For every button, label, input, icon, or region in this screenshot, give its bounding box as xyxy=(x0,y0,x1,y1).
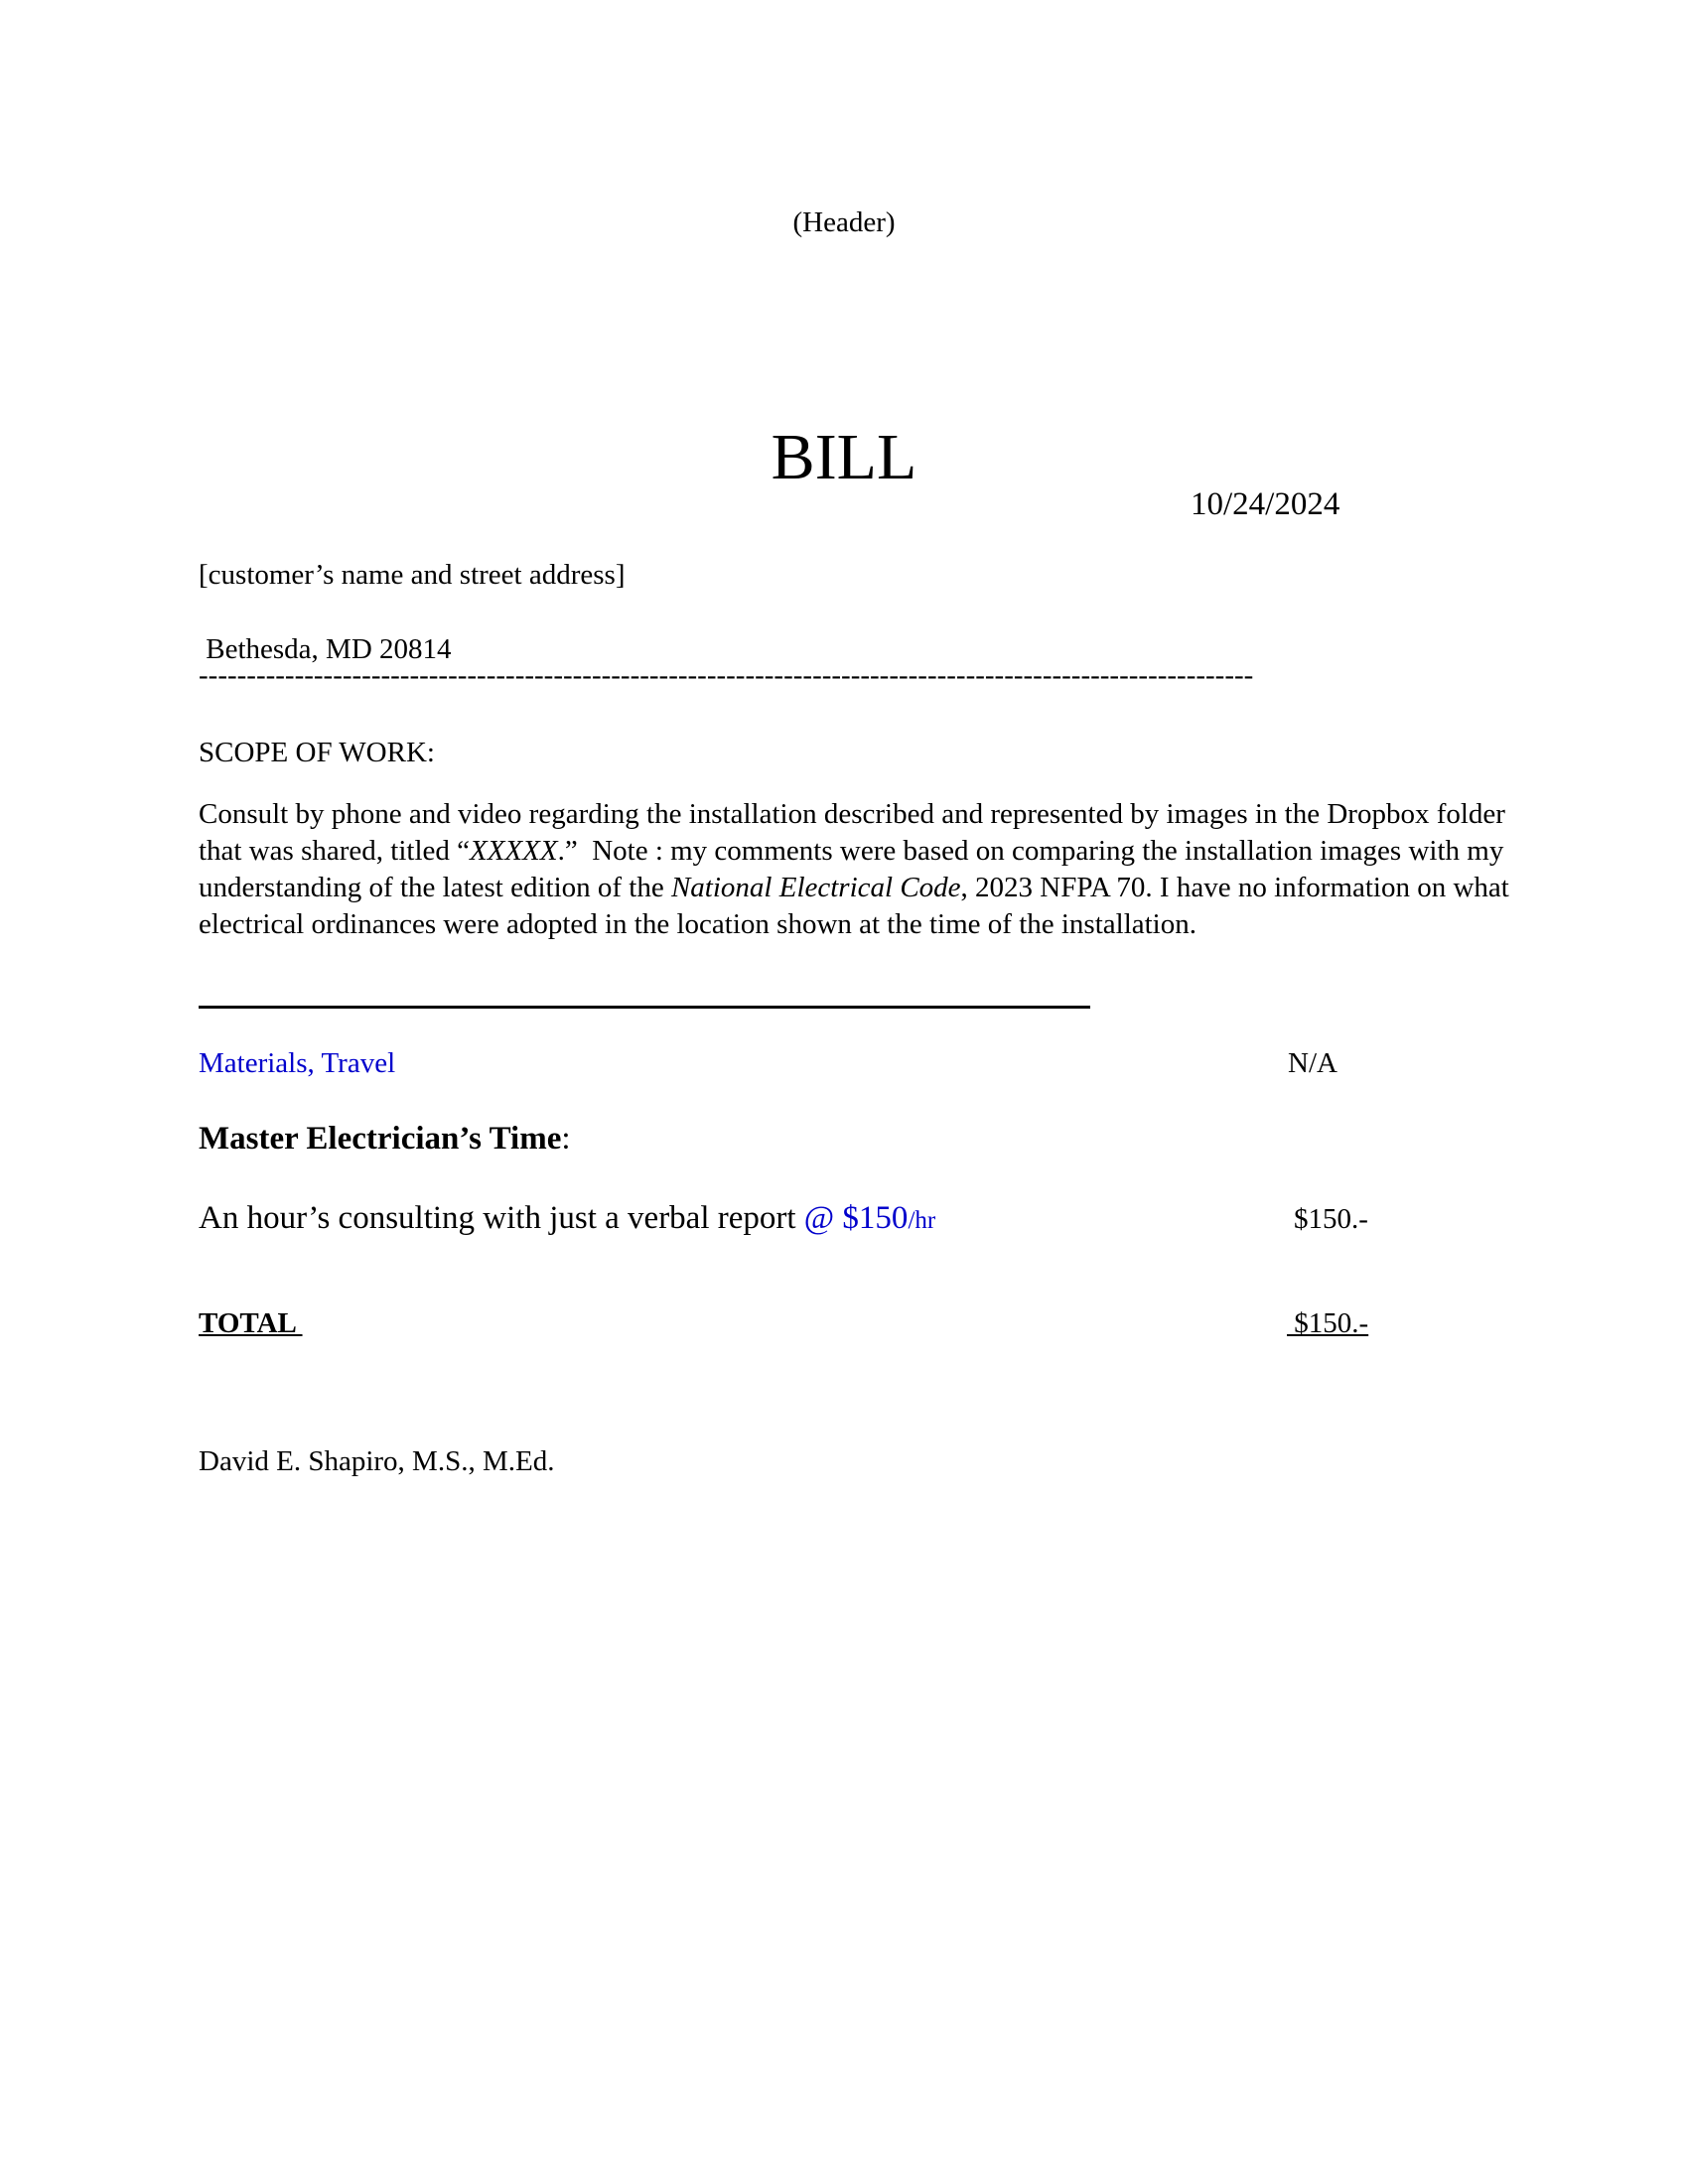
header-placeholder: (Header) xyxy=(792,206,896,238)
total-label: TOTAL xyxy=(199,1307,303,1339)
customer-city-line: Bethesda, MD 20814 xyxy=(199,633,452,665)
consulting-rate: @ $150 xyxy=(803,1200,909,1236)
consulting-line-item xyxy=(199,1198,935,1241)
section-divider-line xyxy=(199,1006,1090,1009)
materials-travel-value: N/A xyxy=(1288,1047,1337,1079)
consulting-description: An hour’s consulting with just a verbal report xyxy=(199,1200,804,1236)
customer-address-placeholder: [customer’s name and street address] xyxy=(199,559,626,591)
dashed-separator: -------------------------------------------------------------------------------------------------------------- xyxy=(199,659,1254,691)
scope-of-work-heading: SCOPE OF WORK: xyxy=(199,737,435,768)
bill-date: 10/24/2024 xyxy=(1191,486,1340,522)
master-electrician-time-heading xyxy=(199,1119,571,1159)
scope-of-work-paragraph xyxy=(199,796,1534,943)
paragraph-line: that was shared, titled “XXXXX.” Note : my comments were based on comparing the installation images with my xyxy=(199,835,1504,867)
consulting-rate-unit: /hr xyxy=(908,1207,936,1234)
consulting-amount: $150.- xyxy=(1294,1203,1368,1235)
total-amount: $150.- xyxy=(1287,1307,1369,1339)
paragraph-line: understanding of the latest edition of the National Electrical Code, 2023 NFPA 70. I have no information on what xyxy=(199,872,1509,903)
master-electrician-time-colon: : xyxy=(561,1121,571,1157)
materials-travel-label: Materials, Travel xyxy=(199,1047,396,1079)
signature-line: David E. Shapiro, M.S., M.Ed. xyxy=(199,1445,555,1477)
paragraph-line: electrical ordinances were adopted in the location shown at the time of the installation. xyxy=(199,908,1196,940)
document-title: BILL xyxy=(771,421,917,493)
paragraph-line: Consult by phone and video regarding the installation described and represented by images in the Dropbox folder xyxy=(199,798,1505,830)
master-electrician-time-label: Master Electrician’s Time xyxy=(199,1121,562,1157)
